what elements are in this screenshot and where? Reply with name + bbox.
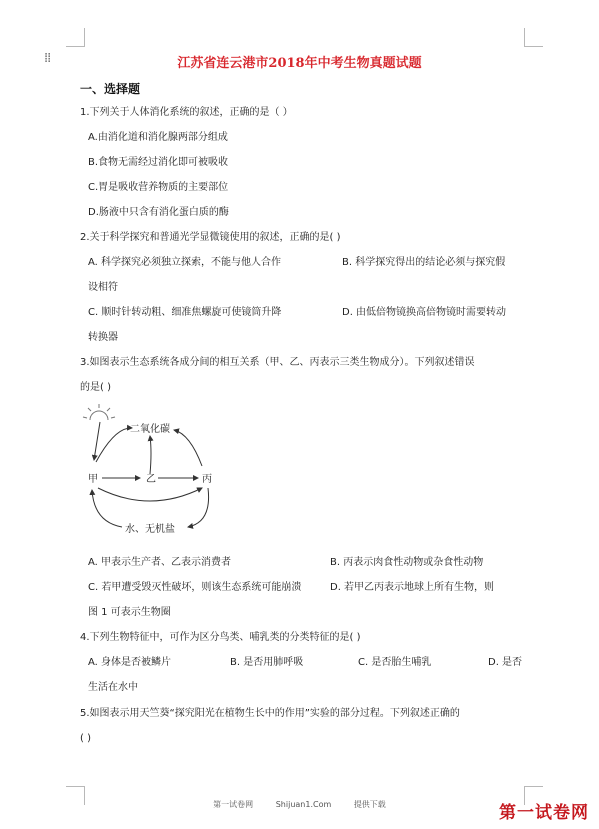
- question-4-option-a: A. 身体是否被鳞片: [88, 657, 172, 668]
- section-heading: 一、选择题: [80, 82, 141, 96]
- page-corner-mark: [524, 28, 543, 47]
- question-3-option-b: B. 丙表示肉食性动物或杂食性动物: [330, 557, 484, 568]
- question-1-option-a: A.由消化道和消化腺两部分组成: [88, 132, 228, 143]
- question-2-option-a: A. 科学探究必须独立探索，不能与他人合作: [88, 257, 282, 268]
- question-2-option-c: C. 顺时针转动粗、细准焦螺旋可使镜筒升降: [88, 307, 282, 318]
- question-5-stem: 5.如图表示用天竺葵“探究阳光在植物生长中的作用”实验的部分过程。下列叙述正确的: [80, 708, 460, 719]
- question-1-option-d: D.肠液中只含有消化蛋白质的酶: [88, 207, 229, 218]
- sun-icon: [83, 404, 115, 420]
- question-3-option-d: D. 若甲乙丙表示地球上所有生物，则: [330, 582, 495, 593]
- document-title: 江苏省连云港市2018年中考生物真题试题: [177, 56, 422, 71]
- question-2-option-b-cont: 设相符: [88, 282, 118, 293]
- question-4-option-d-cont: 生活在水中: [88, 682, 138, 693]
- question-4-stem: 4.下列生物特征中，可作为区分鸟类、哺乳类的分类特征的是( ): [80, 632, 361, 643]
- question-1-option-b: B.食物无需经过消化即可被吸收: [88, 157, 229, 168]
- footer-site-name: 第一试卷网: [213, 800, 254, 809]
- question-4-option-d: D. 是否: [488, 657, 523, 668]
- question-3-option-c: C. 若甲遭受毁灭性破坏，则该生态系统可能崩溃: [88, 582, 302, 593]
- diagram-label-yi: 乙: [146, 474, 156, 485]
- footer-site-url[interactable]: Shijuan1.Com: [275, 800, 332, 809]
- question-2-option-d: D. 由低倍物镜换高倍物镜时需要转动: [342, 307, 507, 318]
- diagram-label-bing: 丙: [202, 474, 212, 485]
- drag-handle-icon[interactable]: ⁞⁞: [44, 51, 51, 66]
- question-1-option-c: C.胃是吸收营养物质的主要部位: [88, 182, 229, 193]
- question-2-stem: 2.关于科学探究和普通光学显微镜使用的叙述，正确的是( ): [80, 232, 341, 243]
- footer-note: 提供下载: [353, 800, 386, 809]
- question-2-option-b: B. 科学探究得出的结论必须与探究假: [342, 257, 506, 268]
- ecosystem-diagram: [80, 402, 230, 542]
- brand-logo: 第一试卷网: [499, 803, 589, 823]
- diagram-label-jia: 甲: [88, 474, 98, 485]
- page-corner-mark: [66, 28, 85, 47]
- question-3-option-d-cont: 图 1 可表示生物圈: [88, 607, 171, 618]
- question-3-option-a: A. 甲表示生产者、乙表示消费者: [88, 557, 232, 568]
- diagram-label-water-minerals: 水、无机盐: [125, 524, 175, 535]
- question-3-stem: 3.如图表示生态系统各成分间的相互关系（甲、乙、丙表示三类生物成分）。下列叙述错误: [80, 357, 475, 368]
- question-2-option-d-cont: 转换器: [88, 332, 118, 343]
- question-3-stem-cont: 的是( ): [80, 382, 111, 393]
- diagram-label-co2: 二氧化碳: [130, 424, 170, 435]
- question-5-stem-cont: ( ): [80, 733, 91, 744]
- question-4-option-c: C. 是否胎生哺乳: [358, 657, 432, 668]
- question-1-stem: 1.下列关于人体消化系统的叙述，正确的是（ ）: [80, 107, 293, 118]
- question-4-option-b: B. 是否用肺呼吸: [230, 657, 304, 668]
